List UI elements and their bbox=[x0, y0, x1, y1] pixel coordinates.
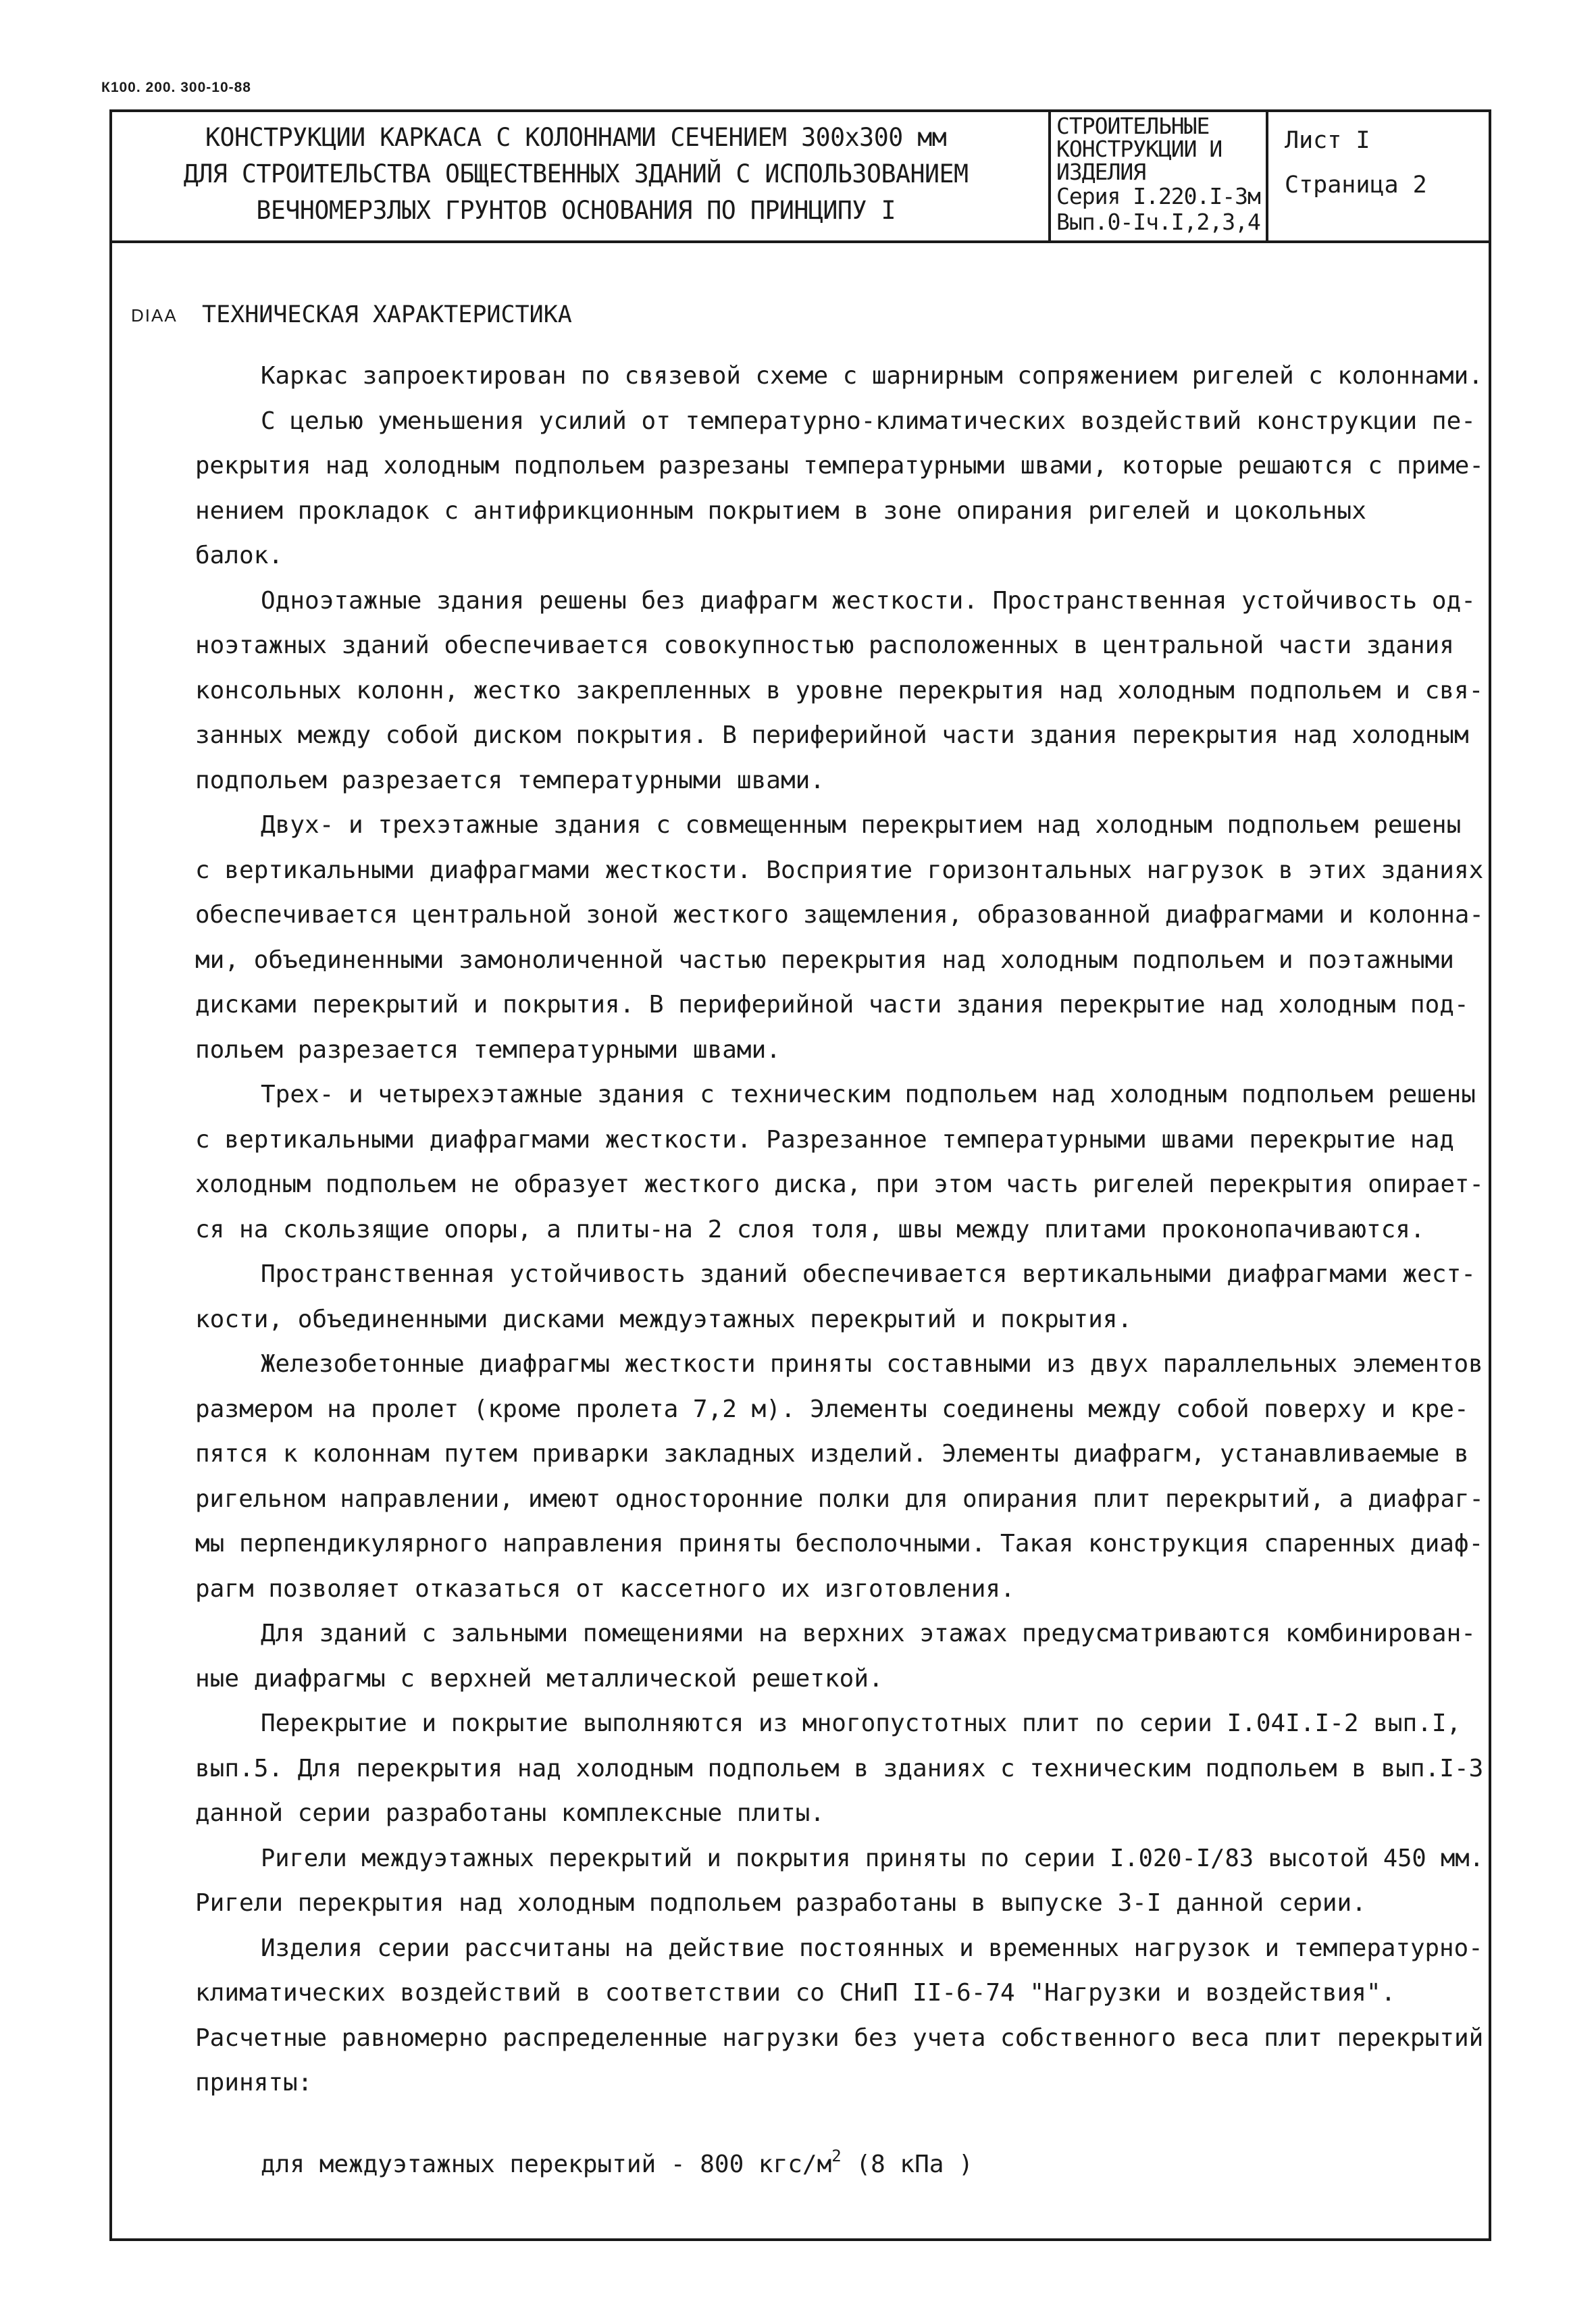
body-line: рагм позволяет отказаться от кассетного их изготовления. bbox=[195, 1575, 1015, 1603]
body-line: с вертикальными диафрагмами жесткости. Разрезанное температурными швами перекрытие над bbox=[195, 1126, 1454, 1154]
section-title: ТЕХНИЧЕСКАЯ ХАРАКТЕРИСТИКА bbox=[202, 301, 572, 328]
body-line: климатических воздействий в соответствии со СНиП II-6-74 "Нагрузки и воздействия". bbox=[195, 1979, 1396, 2007]
body-line: кости, объединенными дисками междуэтажных перекрытий и покрытия. bbox=[195, 1306, 1133, 1333]
title-line: КОНСТРУКЦИИ КАРКАСА С КОЛОННАМИ СЕЧЕНИЕМ 300х300 мм bbox=[205, 123, 947, 152]
section-code: DIAA bbox=[131, 305, 178, 326]
body-line: ные диафрагмы с верхней металлической решеткой. bbox=[195, 1665, 883, 1693]
page-number: Страница 2 bbox=[1285, 172, 1427, 199]
page-frame bbox=[109, 109, 1491, 2241]
title-line: ДЛЯ СТРОИТЕЛЬСТВА ОБЩЕСТВЕННЫХ ЗДАНИЙ С ИСПОЛЬЗОВАНИЕМ bbox=[183, 159, 969, 188]
body-line: нением прокладок с антифрикционным покрытием в зоне опирания ригелей и цокольных bbox=[195, 497, 1366, 525]
series-line: Серия I.220.I-3м bbox=[1056, 183, 1260, 209]
body-line: ся на скользящие опоры, а плиты-на 2 слоя толя, швы между плитами проконопачиваются. bbox=[195, 1216, 1425, 1243]
body-line: Изделия серии рассчитаны на действие постоянных и временных нагрузок и температурно- bbox=[261, 1934, 1483, 1962]
series-line: КОНСТРУКЦИИ И bbox=[1056, 136, 1222, 162]
body-line: Ригели перекрытия над холодным подпольем разработаны в выпуске 3-I данной серии. bbox=[195, 1889, 1366, 1917]
body-line: Каркас запроектирован по связевой схеме с шарнирным сопряжением ригелей с колоннами. bbox=[261, 362, 1483, 390]
body-line: Двух- и трехэтажные здания с совмещенным перекрытием над холодным подпольем решены bbox=[261, 811, 1462, 839]
body-line: вып.5. Для перекрытия над холодным подпольем в зданиях с техническим подпольем в вып.I-3 bbox=[195, 1755, 1484, 1782]
body-line: приняты: bbox=[195, 2069, 313, 2097]
body-line: Ригели междуэтажных перекрытий и покрытия приняты по серии I.020-I/83 высотой 450 мм. bbox=[261, 1845, 1484, 1872]
title-line: ВЕЧНОМЕРЗЛЫХ ГРУНТОВ ОСНОВАНИЯ ПО ПРИНЦИПУ I bbox=[256, 196, 896, 225]
title-block bbox=[112, 112, 1489, 243]
body-line: Для зданий с зальными помещениями на верхних этажах предусматриваются комбинирован- bbox=[261, 1620, 1476, 1647]
body-line: дисками перекрытий и покрытия. В периферийной части здания перекрытие над холодным под- bbox=[195, 991, 1469, 1019]
body-line: С целью уменьшения усилий от температурно-климатических воздействий конструкции пе- bbox=[261, 407, 1476, 435]
body-line: ми, объединенными замоноличенной частью перекрытия над холодным подпольем и поэтажными bbox=[195, 946, 1454, 974]
body-line: рекрытия над холодным подпольем разрезаны температурными швами, которые решаются с приме- bbox=[195, 452, 1484, 480]
body-line: Железобетонные диафрагмы жесткости приняты составными из двух параллельных элементов bbox=[261, 1350, 1483, 1378]
body-line: с вертикальными диафрагмами жесткости. Восприятие горизонтальных нагрузок в этих зданиях bbox=[195, 856, 1484, 884]
series-cell bbox=[1051, 112, 1268, 240]
sheet-cell bbox=[1268, 112, 1489, 240]
body-line: обеспечивается центральной зоной жесткого защемления, образованной диафрагмами и колонна- bbox=[195, 901, 1484, 929]
body-line: балок. bbox=[195, 542, 284, 569]
document-code: К100. 200. 300-10-88 bbox=[101, 80, 251, 95]
body-line: ноэтажных зданий обеспечивается совокупностью расположенных в центральной части здания bbox=[195, 632, 1454, 659]
series-line: Вып.0-Iч.I,2,3,4 bbox=[1056, 209, 1260, 235]
title-cell bbox=[112, 112, 1051, 240]
body-line: пятся к колоннам путем приварки закладных изделий. Элементы диафрагм, устанавливаемые в bbox=[195, 1440, 1469, 1468]
body-line: Одноэтажные здания решены без диафрагм жесткости. Пространственная устойчивость од- bbox=[261, 587, 1476, 615]
body-line: подпольем разрезается температурными швами. bbox=[195, 767, 825, 794]
series-line: СТРОИТЕЛЬНЫЕ bbox=[1056, 113, 1210, 139]
sheet-number: Лист I bbox=[1285, 127, 1370, 154]
body-line: ригельном направлении, имеют односторонние полки для опирания плит перекрытий, а диафраг- bbox=[195, 1485, 1484, 1513]
body-line: данной серии разработаны комплексные плиты. bbox=[195, 1799, 825, 1827]
body-line: размером на пролет (кроме пролета 7,2 м). Элементы соединены между собой поверху и кре- bbox=[195, 1395, 1469, 1423]
body-line: польем разрезается температурными швами. bbox=[195, 1036, 781, 1064]
body-line: занных между собой диском покрытия. В периферийной части здания перекрытия над холодным bbox=[195, 721, 1469, 749]
body-line: холодным подпольем не образует жесткого диска, при этом часть ригелей перекрытия опирает- bbox=[195, 1171, 1484, 1198]
body-line: Расчетные равномерно распределенные нагрузки без учета собственного веса плит перекрытий bbox=[195, 2024, 1484, 2052]
load-line: для междуэтажных перекрытий - 800 кгс/$м^2$ (8 кПа ) bbox=[261, 2146, 973, 2178]
body-line: консольных колонн, жестко закрепленных в уровне перекрытия над холодным подпольем и свя- bbox=[195, 677, 1484, 704]
body-line: мы перпендикулярного направления приняты бесполочными. Такая конструкция спаренных диаф- bbox=[195, 1530, 1484, 1558]
series-line: ИЗДЕЛИЯ bbox=[1056, 159, 1146, 185]
body-line: Перекрытие и покрытие выполняются из многопустотных плит по серии I.04I.I-2 вып.I, bbox=[261, 1709, 1462, 1737]
body-line: Трех- и четырехэтажные здания с техническим подпольем над холодным подпольем решены bbox=[261, 1081, 1476, 1108]
body-line: Пространственная устойчивость зданий обеспечивается вертикальными диафрагмами жест- bbox=[261, 1260, 1476, 1288]
